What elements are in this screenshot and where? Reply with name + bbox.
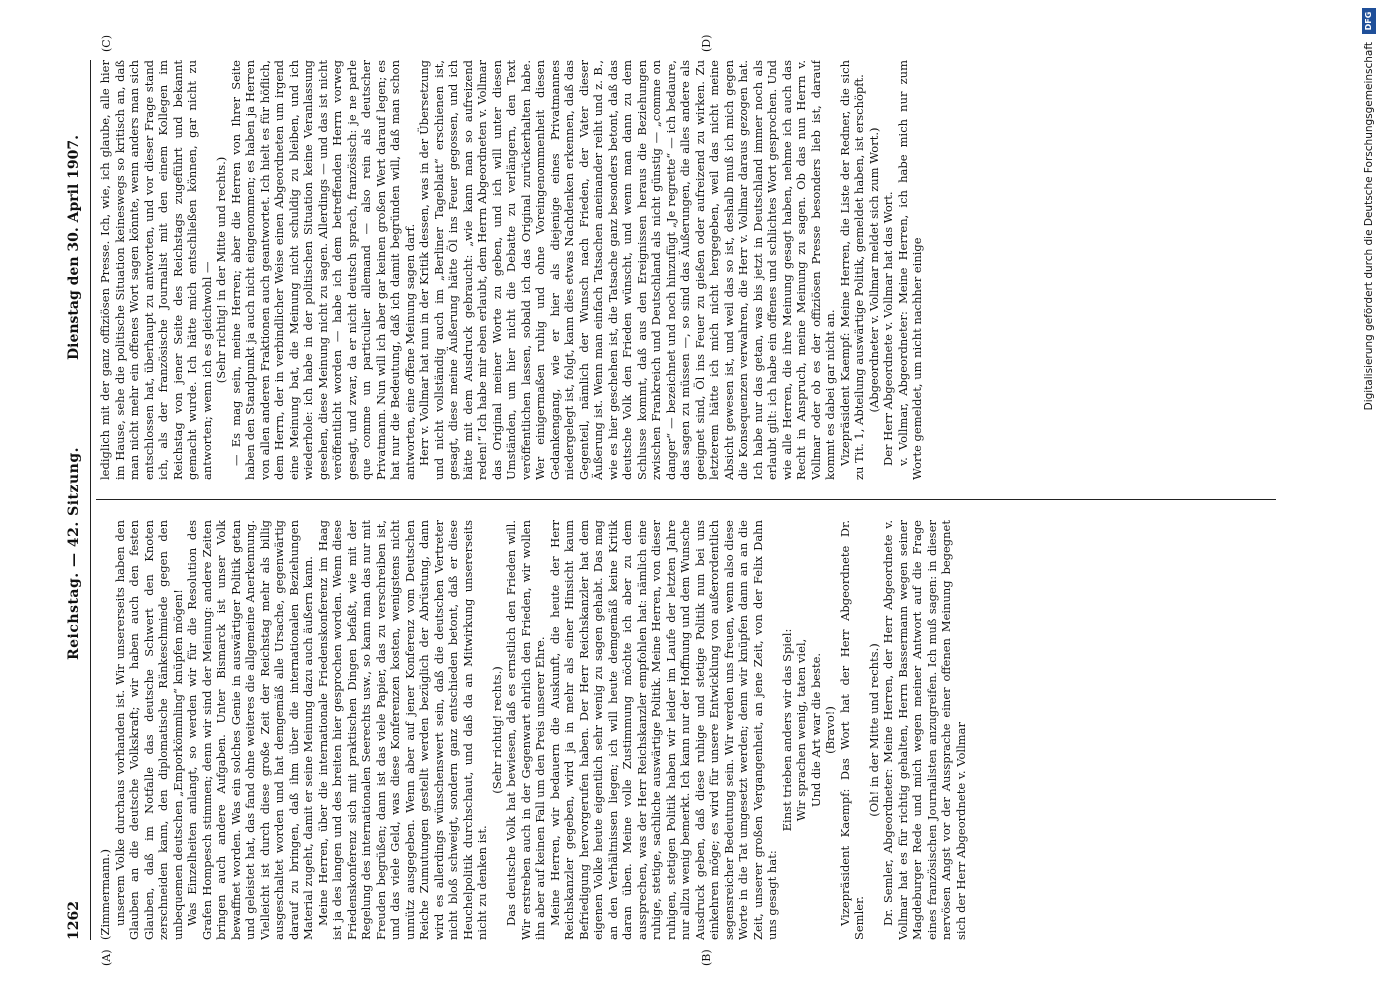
- paragraph: Das deutsche Volk hat bewiesen, daß es ernstlich den Frieden will. Wir erstreben auch in der Gegenwart ehrlich den Frieden, wir wollen ihn aber auf keinen Fall um den Preis unserer Ehre.: [504, 520, 547, 940]
- paragraph: Der Herr Abgeordnete v. Vollmar hat das Wort.: [881, 191, 895, 466]
- digitization-credit-strip: [1360, 10, 1378, 990]
- paragraph: v. Vollmar, Abgeordneter: Meine Herren, ich habe mich nur zum Worte gemeldet, um nicht nachher einige: [895, 60, 924, 480]
- verse-line: Wir sprachen wenig, taten viel,: [794, 638, 808, 822]
- interjection: (Abgeordneter v. Vollmar meldet sich zum Wort.): [866, 127, 881, 413]
- page-number: 1262: [66, 901, 82, 940]
- paragraph: Vizepräsident Kaempf: Das Wort hat der Herr Abgeordnete Dr. Semler.: [837, 520, 866, 940]
- digitization-credit: Digitalisierung gefördert durch die Deutsche Forschungsgemeinschaft: [1363, 42, 1375, 411]
- verse-line: Einst trieben anders wir das Spiel:: [779, 628, 794, 832]
- page-header: [60, 60, 91, 940]
- interjection: (Oh! in der Mitte und rechts.): [866, 643, 881, 817]
- margin-marker-b: (B): [700, 949, 713, 966]
- paragraph: — Es mag sein, meine Herren; aber die Herren von Ihrer Seite haben den Standpunkt ja auch nicht eingenommen; es haben ja Herren von allen anderen Fraktionen auch geantwortet. Ich hielt es für höflich, dem Herrn, der in verbindlicher Weise einen Abgeordneten um irgend eine Meinung bat, die Meinung nicht schuldig zu bleiben, und ich wiederhole: ich habe in der politischen Situation keine Veranlassung gesehen, diese Meinung nicht zu sagen. Allerdings — und das ist nicht veröffentlicht worden — habe ich dem betreffenden Herrn vorweg gesagt, und zwar, da er nicht deutsch sprach, französisch: je ne parle que comme un particulier allemand — also rein als deutscher Privatmann. Nun will ich aber gar keinen großen Wert darauf legen; es hat nur die Bedeutung, daß ich damit begründen will, daß man schon antworten, eine offene Meinung sagen darf.: [228, 60, 417, 480]
- margin-marker-d: (D): [700, 34, 713, 52]
- session-date: Dienstag den 30. April 1907.: [66, 135, 82, 360]
- interjection: (Sehr richtig! in der Mitte und rechts.): [214, 156, 228, 384]
- speaker-tag: (Zimmermann.): [98, 849, 112, 940]
- margin-marker-c: (C): [100, 35, 113, 52]
- interjection: (Bravo!): [823, 706, 837, 754]
- dfg-logo-icon: [1362, 8, 1376, 34]
- dfg-logo-text: DFG: [1364, 11, 1373, 31]
- column-divider: [96, 499, 1276, 500]
- paragraph: Vizepräsident Kaempf: Meine Herren, die Liste der Redner, die sich zu Tit. 1, Abteilung auswärtige Politik, gemeldet haben, ist erschöpft.: [837, 60, 866, 480]
- left-column: [98, 520, 1288, 940]
- session-title: Reichstag. — 42. Sitzung.: [66, 447, 82, 660]
- interjection: (Sehr richtig! rechts.): [489, 666, 504, 794]
- paragraph: Was Einzelheiten anlangt, so werden wir für die Resolution des Grafen Hompesch stimmen; denn wir sind der Meinung: andere Zeiten bringen auch andere Aufgaben. Unter Bismarck ist unser Volk bewaffnet worden. Was ein solches Genie in auswärtiger Politik getan und geleistet hat, das fand ohne weiteres die allgemeine Anerkennung. Vielleicht ist durch diese große Zeit der Reichstag mehr als billig ausgeschaltet worden und hat demgemäß alle Ursache, gegenwärtig darauf zu bringen, daß ihm über die internationalen Beziehungen Material zugeht, damit er seine Meinung dazu auch äußern kann.: [185, 520, 315, 940]
- verse-line: Und die Art war die beste.: [808, 652, 823, 808]
- paragraph: lediglich mit der ganz offiziösen Presse. Ich, wie, ich glaube, alle hier im Hause, sehe die politische Situation keineswegs so kritisch an, daß man nicht mehr ein offenes Wort sagen könnte, wenn anders man sich entschlossen hat, überhaupt zu antworten, und vor dieser Frage stand ich, als der französische Journalist mit den einem Kollegen im Reichstag von jener Seite des Reichstags zugeführt und bekannt gemacht wurde. Ich hätte mich entschließen können, gar nicht zu antworten; wenn ich es gleichwohl —: [98, 60, 214, 480]
- paragraph: Meine Herren, über die internationale Friedenskonferenz im Haag ist ja des langen und des breiten hier gesprochen worden. Wenn diese Friedenskonferenz sich mit praktischen Dingen befaßt, wie mit der Regelung des internationalen Seerechts usw., so kann man das nur mit Freuden begrüßen; dann ist das viele Papier, das zu verschreiben ist, und das viele Geld, was diese Konferenzen kosten, wenigstens nicht unnütz ausgegeben. Wenn aber auf jener Konferenz vom Deutschen Reiche Zumutungen gestellt werden bezüglich der Abrüstung, dann wird es allerdings wünschenswert sein, daß die deutschen Vertreter nicht bloß schweigt, sondern ganz entschieden betont, daß er diese Heuchelpolitik durchschaut, und daß da an Mitwirkung unsererseits nicht zu denken ist.: [315, 520, 489, 940]
- paragraph: unserem Volke durchaus vorhanden ist. Wir unsererseits haben den Glauben an die deutsche Volkskraft; wir haben auch den festen Glauben, daß im Notfalle das deutsche Schwert den Knoten zerschneiden kann, den diplomatische Ränkeschmiede gegen den unbequemen deutschen „Emporkömmling“ knüpfen mögen!: [112, 520, 185, 940]
- margin-marker-a: (A): [100, 949, 113, 966]
- right-column: [98, 60, 1288, 480]
- paragraph: Meine Herren, wir bedauern die Auskunft, die heute der Herr Reichskanzler gegeben, wird ja in mehr als einer Hinsicht kaum Befriedigung hervorgerufen haben. Der Herr Reichskanzler hat dem eigenen Volke heute eigentlich sehr wenig zu sagen gehabt. Das mag an den Verhältnissen liegen; ich will heute demgemäß keine Kritik daran üben. Meine volle Zustimmung möchte ich aber zu dem aussprechen, was der Herr Reichskanzler empfohlen hat: nämlich eine ruhige, stetige, sachliche auswärtige Politik. Meine Herren, von dieser ruhigen, stetigen Politik haben wir leider im Laufe der letzten Jahre nur allzu wenig bemerkt. Ich kann nur der Hoffnung und dem Wunsche Ausdruck geben, daß diese ruhige und stetige Politik nun bei uns einkehren möge; es wird für unsere Entwicklung von außerordentlich segensreicher Bedeutung sein. Wir werden uns freuen, wenn also diese Worte in die Tat umgesetzt werden; denn wir knüpfen dann an an die Zeit, unserer großen Vergangenheit, an jene Zeit, von der Felix Dahn uns gesagt hat:: [547, 520, 779, 940]
- paragraph: Herr v. Vollmar hat nun in der Kritik dessen, was in der Übersetzung und nicht vollständig auch im „Berliner Tageblatt“ erschienen ist, gesagt, diese meine Äußerung hätte Öl ins Feuer gegossen, und ich hätte mit dem Ausdruck gebraucht: „wie kann man so aufreizend reden!“ Ich habe mir eben erlaubt, dem Herrn Abgeordneten v. Vollmar das Original meiner Worte zu geben, und ich will unter diesen Umständen, um hier nicht die Debatte zu verlängern, den Text veröffentlichen lassen, sobald ich das Original zurückerhalten habe. Wer einigermaßen ruhig und ohne Voreingenommenheit diesen Gedankengang, wie er hier als diejenige eines Privatmannes niedergelegt ist, folgt, kann dies etwas Nachdenken erkennen, daß das Gegenteil, nämlich der Wunsch nach Frieden, der Vater dieser Äußerung ist. Wenn man einfach Tatsachen aneinander reiht und z. B., wie es hier geschehen ist, die Tatsache ganz besonders betont, daß das deutsche Volk den Frieden wünscht, und wenn man dann zu dem Schlusse kommt, daß aus den Ereignissen heraus die Beziehungen zwischen Frankreich und Deutschland als nicht günstig — „comme on danger“ — bezeichnet und noch hinzufügt „Je regrette“ — ich bedaure, das sagen zu müssen —, so sind das Äußerungen, die alles andere als geeignet sind, Öl ins Feuer zu gießen oder aufreizend zu wirken. Zu letzterem hätte ich mich nicht hergegeben, weil das nicht meine Absicht gewesen ist, und weil das so ist, deshalb muß ich mich gegen die Konsequenzen verwahren, die Herr v. Vollmar daraus gezogen hat. Ich habe nur das getan, was bis jetzt in Deutschland immer noch als erlaubt gilt: ich habe ein offenes und schlichtes Wort gesprochen. Und wie alle Herren, die ihre Meinung gesagt haben, nehme ich auch das Recht in Anspruch, meine Meinung zu sagen. Ob das nun Herrn v. Vollmar oder ob es der offiziösen Presse besonders lieb ist, darauf kommt es dabei gar nicht an.: [417, 60, 837, 480]
- paragraph: Dr. Semler, Abgeordneter: Meine Herren, der Herr Abgeordnete v. Vollmar hat es für richtig gehalten, Herrn Bassermann wegen seiner Magdeburger Rede und mich wegen meiner Antwort auf die Frage eines französischen Journalisten anzugreifen. Ich muß sagen: in dieser nervösen Angst vor der Aussprache einer offenen Meinung begegnet sich der Herr Abgeordnete v. Vollmar: [881, 520, 968, 940]
